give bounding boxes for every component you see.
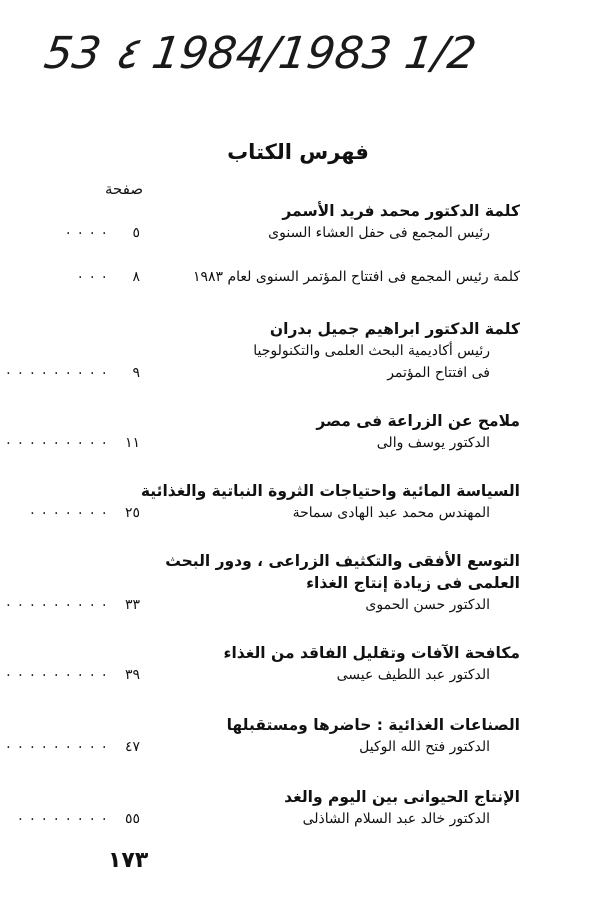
entry-page: [4, 594, 140, 616]
entry-author: الدكتور خالد عبد السلام الشاذلى: [302, 811, 490, 827]
entry-subtitle: رئيس أكاديمية البحث العلمى والتكنولوجيا: [253, 343, 490, 359]
page-number: ٥٥: [124, 811, 140, 827]
toc-entry: [4, 550, 520, 642]
handwritten-note: 53 ٤ 1984/1983 1/2: [41, 28, 480, 79]
leader-dots: ٠ ٠ ٠ ٠ ٠ ٠ ٠: [28, 505, 108, 521]
entry-line: [4, 362, 520, 384]
entry-title: السياسة المائية واحتياجات الثروة النباتية والغذائية: [140, 482, 520, 500]
entry-line: [110, 340, 520, 362]
entry-line: [16, 808, 520, 830]
page-number: ٩: [132, 365, 140, 381]
entry-page: [64, 222, 140, 244]
toc-entry: [4, 642, 520, 714]
entry-page: [4, 736, 140, 758]
entry-page: [76, 266, 140, 288]
entry-author: الدكتور حسن الحموى: [365, 597, 490, 613]
page-column-label: صفحة: [105, 180, 144, 198]
toc-entry: [16, 786, 520, 846]
entry-line: [4, 432, 520, 454]
entry-title: كلمة الدكتور ابراهيم جميل بدران: [269, 320, 520, 338]
toc-entry: [4, 318, 520, 410]
entry-author: المهندس محمد عبد الهادى سماحة: [292, 505, 490, 521]
entry-line: [4, 664, 520, 686]
entry-page: [4, 664, 140, 686]
page-number: ٤٧: [124, 739, 140, 755]
entry-line: [64, 222, 520, 244]
toc-entry: [28, 480, 520, 550]
page-number: ٢٥: [124, 505, 140, 521]
entry-line: [4, 594, 520, 616]
entry-author: الدكتور عبد اللطيف عيسى: [336, 667, 490, 683]
leader-dots: ٠ ٠ ٠ ٠ ٠ ٠ ٠ ٠ ٠: [4, 667, 108, 683]
entry-page: [16, 808, 140, 830]
toc-entry: [76, 266, 520, 318]
entry-title: كلمة الدكتور محمد فريد الأسمر: [282, 202, 520, 220]
entry-subtitle: فى افتتاح المؤتمر: [387, 365, 490, 381]
entry-title: ملامح عن الزراعة فى مصر: [316, 412, 520, 430]
leader-dots: ٠ ٠ ٠ ٠ ٠ ٠ ٠ ٠ ٠: [4, 365, 108, 381]
entry-author: الدكتور يوسف والى: [376, 435, 490, 451]
entry-page: [28, 502, 140, 524]
entry-line: [28, 502, 520, 524]
toc-entry: [64, 200, 520, 266]
entry-title: التوسع الأفقى والتكثيف الزراعى ، ودور البحث العلمى فى زيادة إنتاج الغذاء: [165, 552, 520, 592]
toc-entry: [4, 714, 520, 786]
entry-title: مكافحة الآفات وتقليل الفاقد من الغذاء: [223, 644, 520, 662]
leader-dots: ٠ ٠ ٠: [76, 269, 108, 285]
page-number: ٣٩: [124, 667, 140, 683]
entry-subtitle: رئيس المجمع فى حفل العشاء السنوى: [268, 225, 490, 241]
entry-line: [4, 736, 520, 758]
entry-author: الدكتور فتح الله الوكيل: [359, 739, 490, 755]
toc-entry: [4, 410, 520, 480]
page-number: ٨: [132, 269, 140, 285]
page-title: فهرس الكتاب: [227, 140, 369, 164]
leader-dots: ٠ ٠ ٠ ٠ ٠ ٠ ٠ ٠ ٠: [4, 435, 108, 451]
page-number: ٥: [132, 225, 140, 241]
footer-page-number: ١٧٣: [108, 848, 149, 873]
leader-dots: ٠ ٠ ٠ ٠: [64, 225, 108, 241]
page-number: ١١: [124, 435, 140, 451]
entry-title: الصناعات الغذائية : حاضرها ومستقبلها: [226, 716, 520, 734]
entry-page: [4, 432, 140, 454]
entry-line: [76, 266, 520, 288]
table-of-contents: [4, 200, 520, 846]
page-number: ٣٣: [124, 597, 140, 613]
entry-title: الإنتاج الحيوانى بين اليوم والغد: [284, 788, 520, 806]
leader-dots: ٠ ٠ ٠ ٠ ٠ ٠ ٠ ٠ ٠: [4, 597, 108, 613]
entry-page: [4, 362, 140, 384]
leader-dots: ٠ ٠ ٠ ٠ ٠ ٠ ٠ ٠: [16, 811, 108, 827]
entry-title-inline: كلمة رئيس المجمع فى افتتاح المؤتمر السنوى لعام ١٩٨٣: [192, 269, 520, 285]
leader-dots: ٠ ٠ ٠ ٠ ٠ ٠ ٠ ٠ ٠: [4, 739, 108, 755]
